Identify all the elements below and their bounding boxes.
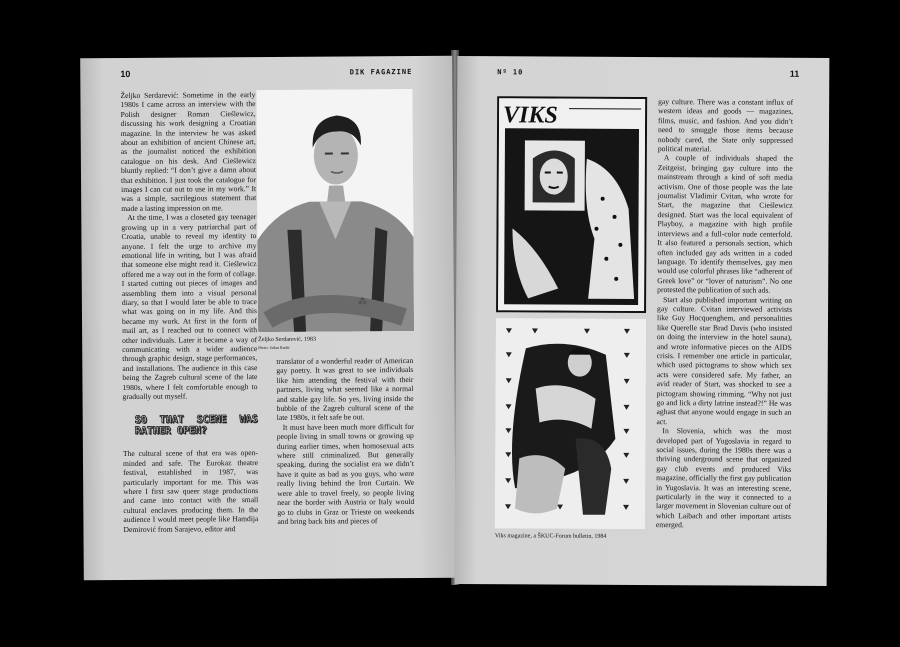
viks-poster [496, 96, 647, 313]
photo-credit: Photo: Srđan Rudić [258, 344, 290, 351]
image-caption: Viks magazine, a ŠKUC-Forum bulletin, 1984 [494, 533, 607, 540]
right-col-paragraph: A couple of individuals shaped the Zeitgeist, bringing gay culture into the mainstream through a kind of soft media activism. One of those people was the late journalist Vladimir Cvitan, who wrote for Start, the magazine that Cieślewicz designed. Start was the local equivalent of Playboy, a magazine with high profile interviews and a full-color nude centerfold. It also featured a personals section, which often included gay ads written in a coded language. To identify themselves, gay men would use colorful phrases like “adherent of Greek love” or “lover of naturism”. No one protested the publication of such ads. [657, 153, 793, 295]
left-page [80, 56, 456, 581]
right-column [656, 97, 793, 530]
right-col-paragraph: In Slovenia, which was the most developed part of Yugoslavia in regard to social issues, during the 1980s there was a thriving underground scene that organized gay club events and produced Viks magazine, officially the first gay publication in Yugoslavia. It was an interesting scene, particularly in the way it connected to a larger movement in Slovenian culture out of which Laibach and other important artists emerged. [655, 426, 792, 530]
left-col1-paragraph: The cultural scene of that era was open-minded and safe. The Eurokaz theatre festival, established in 1987, was particularly important for me. This was where I first saw queer stage productions and came into contact with the small cultural enclaves producing them. In the audience I would meet people like Hamdija Demirović from Sarajevo, editor and [122, 448, 259, 534]
svg-text:⁂: ⁂ [357, 296, 367, 307]
photo-caption-block [258, 336, 414, 351]
right-running-head: Nº 10 [497, 68, 524, 77]
right-page-number: 11 [789, 68, 800, 79]
left-running-head: DIK FAGAZINE [349, 67, 413, 77]
right-page [455, 56, 830, 586]
section-heading: SO THAT SCENE WAS RATHER OPEN? [134, 414, 258, 438]
left-col1-paragraph: Željko Serdarević: Sometime in the early 1980s I came across an interview with the Polish designer Roman Cieślewicz, discussing his work designing a Croatian magazine. In the interview he was asked about an exhibition of ancient Chinese art, as the journalist noticed the exhibition catalogue on his desk. And Cieślewicz bluntly replied: “I don’t give a damn about that exhibition. I just took the catalogue for images I can cut out to use in my work.” It was a simple, sacrilegious statement that made a lasting impression on me. [120, 90, 257, 213]
poster-title: VIKS [503, 102, 558, 129]
left-col2-paragraph: It must have been much more difficult for people living in small towns or growing up during earlier times, when homosexual acts where still criminalized. But generally speaking, during the socialist era we didn’t have it quite as bad as you guys, who were really living behind the Iron Curtain. We were able to travel freely, so people living near the border with Austria or Italy would go to clubs in Graz or Trieste on weekends and bring back bits and pieces of [276, 421, 415, 526]
bulletin-illustration [495, 318, 646, 529]
left-column-2 [276, 356, 414, 526]
right-col-paragraph: Start also published important writing on gay culture. Cvitan interviewed activists like Guy Hocquenghem, and personalities like Querelle star Brad Davis (who insisted on doing the interview in the hotel sauna), and wrote informative pieces on the AIDS crisis. I remember one article in particular, which used pictograms to show which sex acts were considered safe. My father, an avid reader of Start, was shocked to see a pictogram showing rimming. “Why not just go and lick a dirty latrine instead?!” He was aghast that anyone would engage in such an act. [656, 294, 793, 426]
photo-caption: Željko Serdarević, 1983 [258, 336, 317, 344]
viks-poster-illustration [498, 98, 645, 311]
left-col1-paragraph: At the time, I was a closeted gay teenager growing up in a very patriarchal part of Croatia, unable to reveal my identity to anyone. I felt the urge to archive my emotional life in writing, but I was afraid that someone else might read it. Cieślewicz offered me a way out in the form of collage. I started cutting out pieces of images and assembling them into a visual personal diary, so that I would later be able to trace what was going on in my life. And this became my work. At first in the form of mail art, as I reached out to connect with other individuals. Later it became a way of communicating with a wider audience through graphic design, stage performances, and installations. The audience in this case being the Zagreb cultural scene of the late 1980s, where I felt comfortable enough to gradually out myself. [121, 212, 258, 402]
portrait-photo-illustration [256, 89, 414, 332]
left-col2-paragraph: translator of a wonderful reader of American gay poetry. It was great to see individuals like him attending the festival with their partners, living what seemed like a normal and stable gay life. So yes, living inside the bubble of the Zagreb cultural scene of the late 1980s, it felt safe be out. [276, 355, 414, 423]
portrait-photo [256, 89, 414, 332]
left-page-number: 10 [120, 68, 131, 80]
skuc-forum-bulletin [495, 318, 646, 529]
left-column-1 [120, 90, 258, 534]
right-col-paragraph: gay culture. There was a constant influx of western ideas and goods — magazines, films, music, and fashion. And you didn’t need to smuggle those items because nobody cared, the State only suppressed political material. [657, 97, 794, 154]
